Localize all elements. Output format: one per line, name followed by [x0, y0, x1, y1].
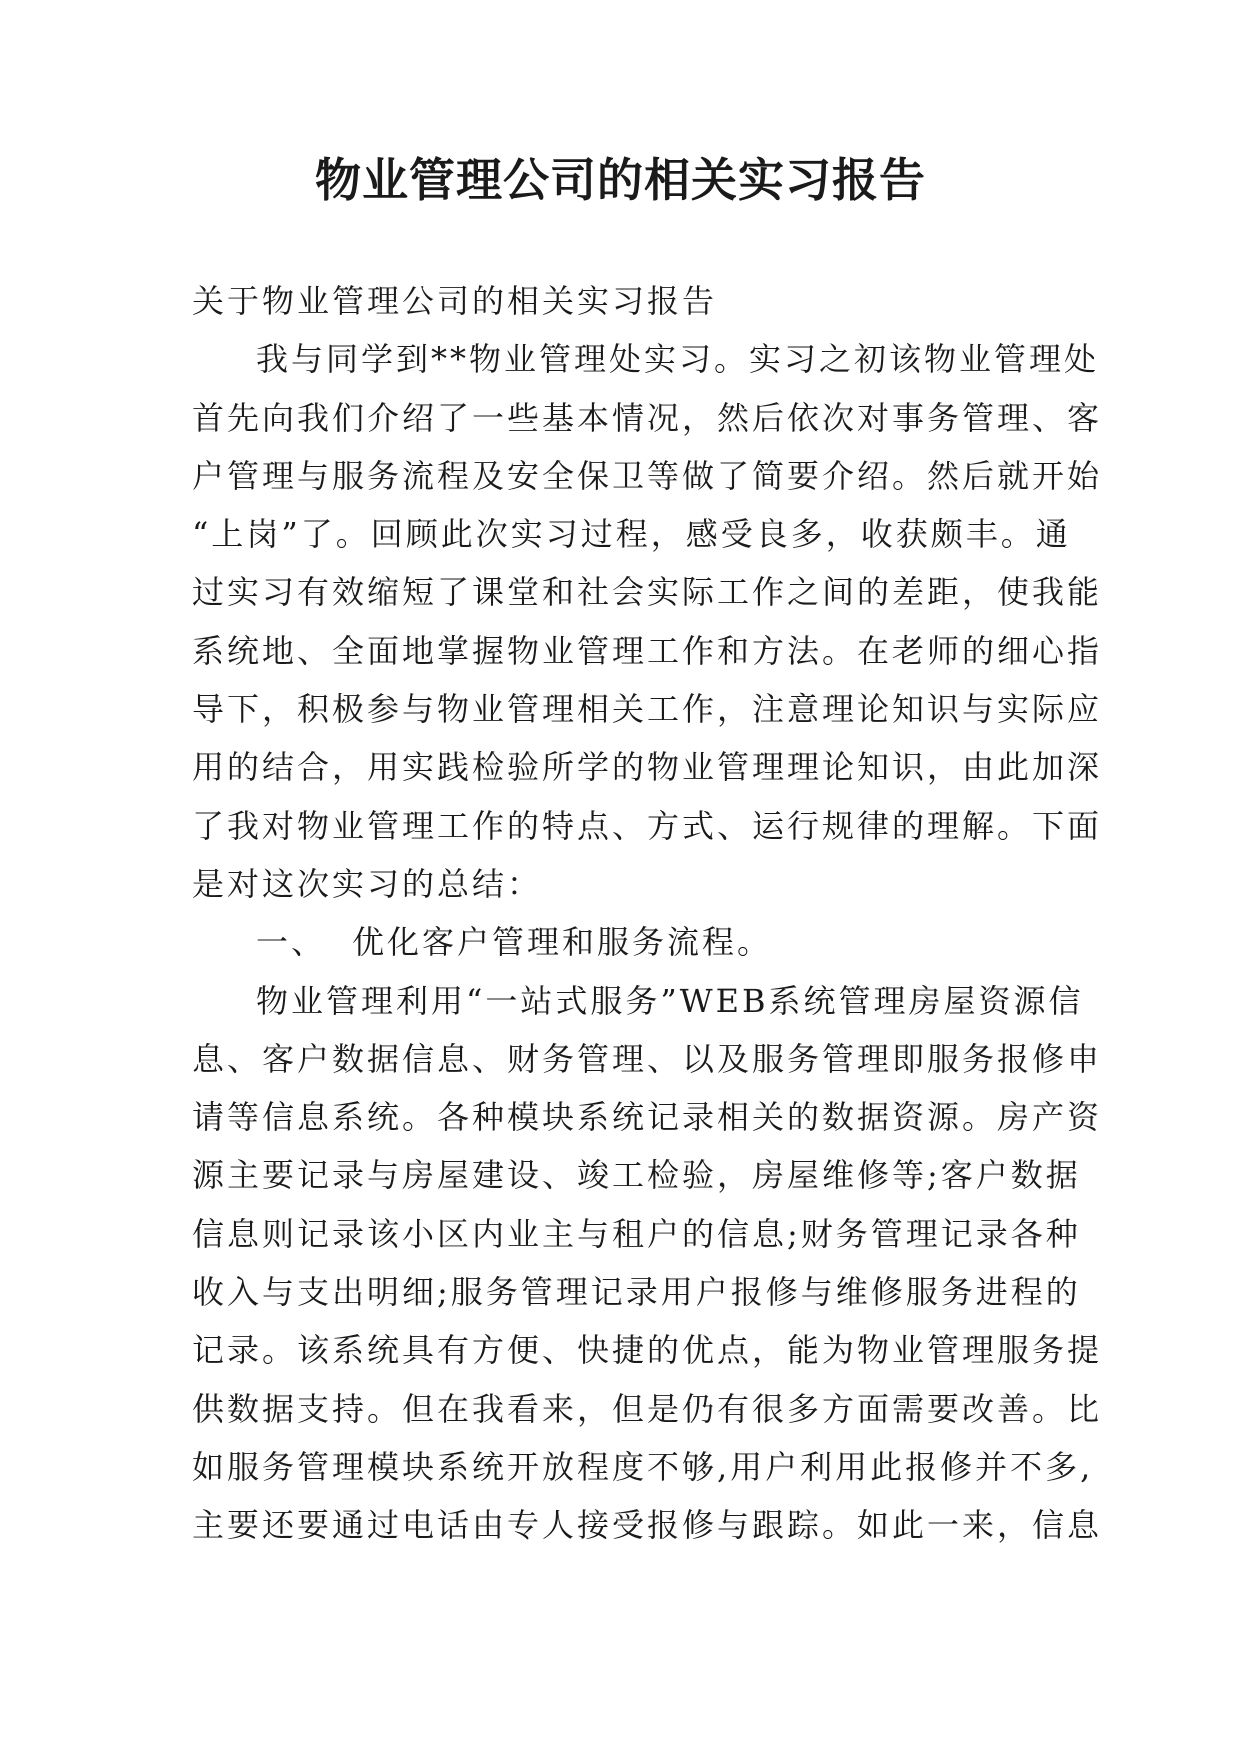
paragraph-line: 是对这次实习的总结：	[192, 864, 543, 903]
section-heading-text: 优化客户管理和服务流程。	[352, 923, 773, 962]
paragraph-line: 户管理与服务流程及安全保卫等做了简要介绍。然后就开始	[192, 456, 1103, 495]
page-title: 物业管理公司的相关实习报告	[315, 153, 926, 207]
paragraph-line: 我与同学到**物业管理处实习。实习之初该物业管理处	[256, 340, 1100, 379]
paragraph-line: 源主要记录与房屋建设、竣工检验，房屋维修等;客户数据	[192, 1156, 1081, 1195]
paragraph-intro	[192, 330, 1103, 913]
paragraph-line: 息、客户数据信息、财务管理、以及服务管理即服务报修申	[192, 1039, 1103, 1078]
paragraph-line: 过实习有效缩短了课堂和社会实际工作之间的差距，使我能	[192, 573, 1103, 612]
paragraph-line: 了我对物业管理工作的特点、方式、运行规律的理解。下面	[192, 806, 1103, 845]
paragraph-line: 请等信息系统。各种模块系统记录相关的数据资源。房产资	[192, 1098, 1103, 1137]
paragraph-line: 供数据支持。但在我看来，但是仍有很多方面需要改善。比	[192, 1389, 1103, 1428]
section-heading	[192, 913, 1052, 971]
document-body	[192, 272, 1103, 1555]
paragraph-line: 导下，积极参与物业管理相关工作，注意理论知识与实际应	[192, 690, 1103, 729]
paragraph-line: “上岗”了。回顾此次实习过程，感受良多，收获颇丰。通	[192, 515, 1071, 554]
paragraph-line: 主要还要通过电话由专人接受报修与跟踪。如此一来，信息	[192, 1506, 1103, 1545]
paragraph-line: 系统地、全面地掌握物业管理工作和方法。在老师的细心指	[192, 631, 1103, 670]
paragraph-line: 用的结合，用实践检验所学的物业管理理论知识，由此加深	[192, 748, 1103, 787]
paragraph-line: 首先向我们介绍了一些基本情况，然后依次对事务管理、客	[192, 398, 1103, 437]
paragraph-line: 信息则记录该小区内业主与租户的信息;财务管理记录各种	[192, 1214, 1081, 1253]
section-number: 一、	[256, 923, 327, 962]
paragraph-system	[192, 972, 1103, 1555]
paragraph-line: 收入与支出明细;服务管理记录用户报修与维修服务进程的	[192, 1273, 1081, 1312]
paragraph-line: 如服务管理模块系统开放程度不够,用户利用此报修并不多,	[192, 1447, 1094, 1486]
paragraph-line: 物业管理利用“一站式服务”WEB系统管理房屋资源信	[256, 981, 1084, 1020]
paragraph-line: 记录。该系统具有方便、快捷的优点，能为物业管理服务提	[192, 1331, 1103, 1370]
document-subtitle: 关于物业管理公司的相关实习报告	[192, 282, 718, 320]
